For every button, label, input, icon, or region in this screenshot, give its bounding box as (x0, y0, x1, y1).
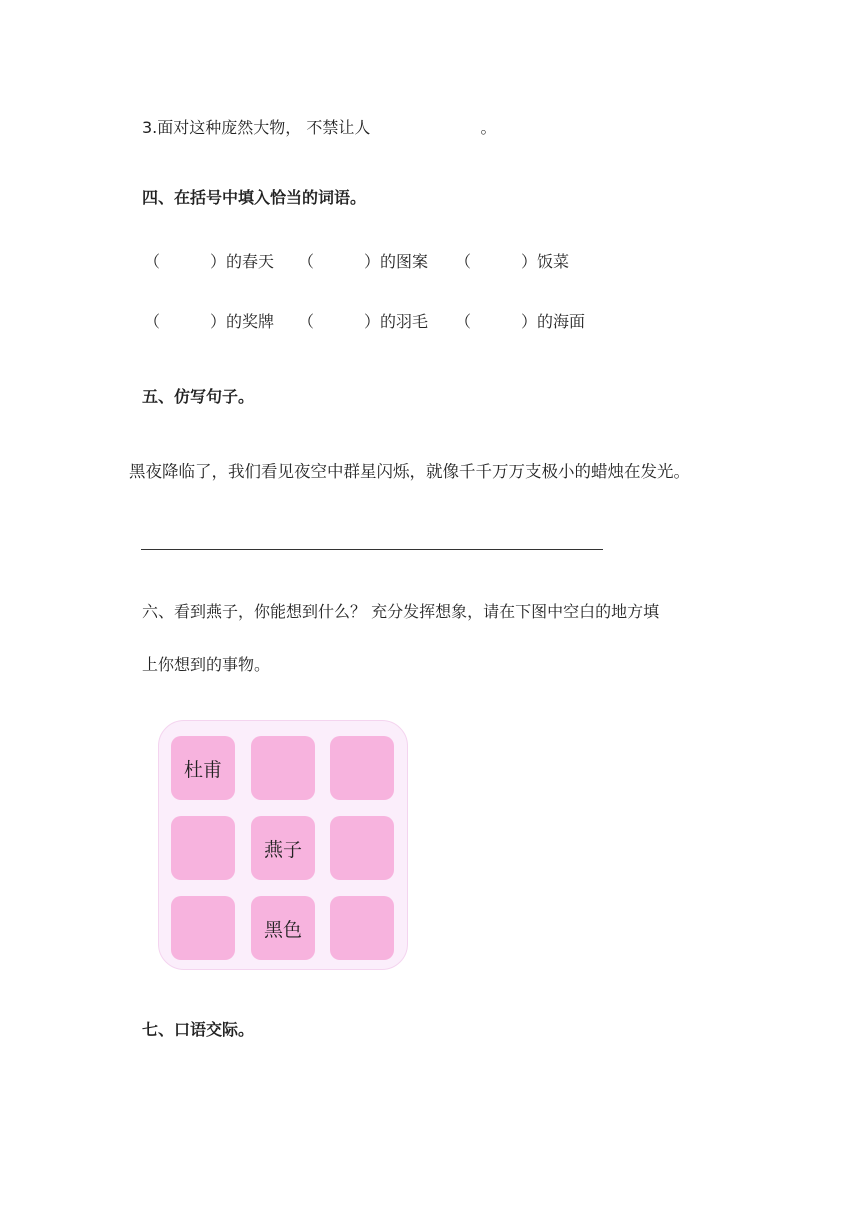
paren-close: ） (521, 252, 538, 271)
section6-prompt-line2: 上你想到的事物。 (142, 655, 271, 674)
fill-item (455, 311, 585, 333)
association-grid (158, 720, 408, 970)
paren-close: ） (521, 312, 538, 331)
fill-word: 的奖牌 (226, 312, 275, 331)
grid-cell[interactable]: 杜甫 (171, 736, 235, 800)
paren-open: （ (144, 252, 161, 271)
grid-cell[interactable] (171, 896, 235, 960)
fill-item (144, 251, 274, 273)
fill-item (144, 311, 274, 333)
paren-open: （ (144, 312, 161, 331)
section6-prompt-line1: 六、看到燕子，你能想到什么？ 充分发挥想象，请在下图中空白的地方填 (142, 602, 660, 621)
fill-word: 饭菜 (537, 252, 570, 271)
q3-sentence (142, 117, 497, 139)
paren-close: ） (210, 312, 227, 331)
paren-open: （ (455, 252, 472, 271)
grid-cell[interactable] (251, 736, 315, 800)
paren-close: ） (210, 252, 227, 271)
fill-item (455, 251, 569, 273)
section4-title: 四、在括号中填入恰当的词语。 (142, 188, 367, 207)
section5-title: 五、仿写句子。 (142, 387, 255, 406)
grid-cell[interactable] (330, 736, 394, 800)
example-sentence: 黑夜降临了，我们看见夜空中群星闪烁，就像千千万万支极小的蜡烛在发光。 (129, 462, 690, 481)
fill-word: 的羽毛 (380, 312, 429, 331)
grid-cell-center: 燕子 (251, 816, 315, 880)
paren-close: ） (364, 252, 381, 271)
grid-cell[interactable] (330, 896, 394, 960)
fill-word: 的春天 (226, 252, 275, 271)
fill-word: 的图案 (380, 252, 429, 271)
paren-close: ） (364, 312, 381, 331)
section7-title: 七、口语交际。 (142, 1020, 255, 1039)
answer-line[interactable] (141, 549, 603, 550)
paren-open: （ (298, 312, 315, 331)
q3-sentence-end: 。 (480, 118, 497, 137)
fill-item (298, 311, 428, 333)
fill-item (298, 251, 428, 273)
grid-cell[interactable]: 黑色 (251, 896, 315, 960)
q3-sentence-text: 3.面对这种庞然大物， 不禁让人 (142, 118, 371, 137)
grid-cell[interactable] (330, 816, 394, 880)
grid-cell[interactable] (171, 816, 235, 880)
paren-open: （ (455, 312, 472, 331)
fill-word: 的海面 (537, 312, 586, 331)
paren-open: （ (298, 252, 315, 271)
